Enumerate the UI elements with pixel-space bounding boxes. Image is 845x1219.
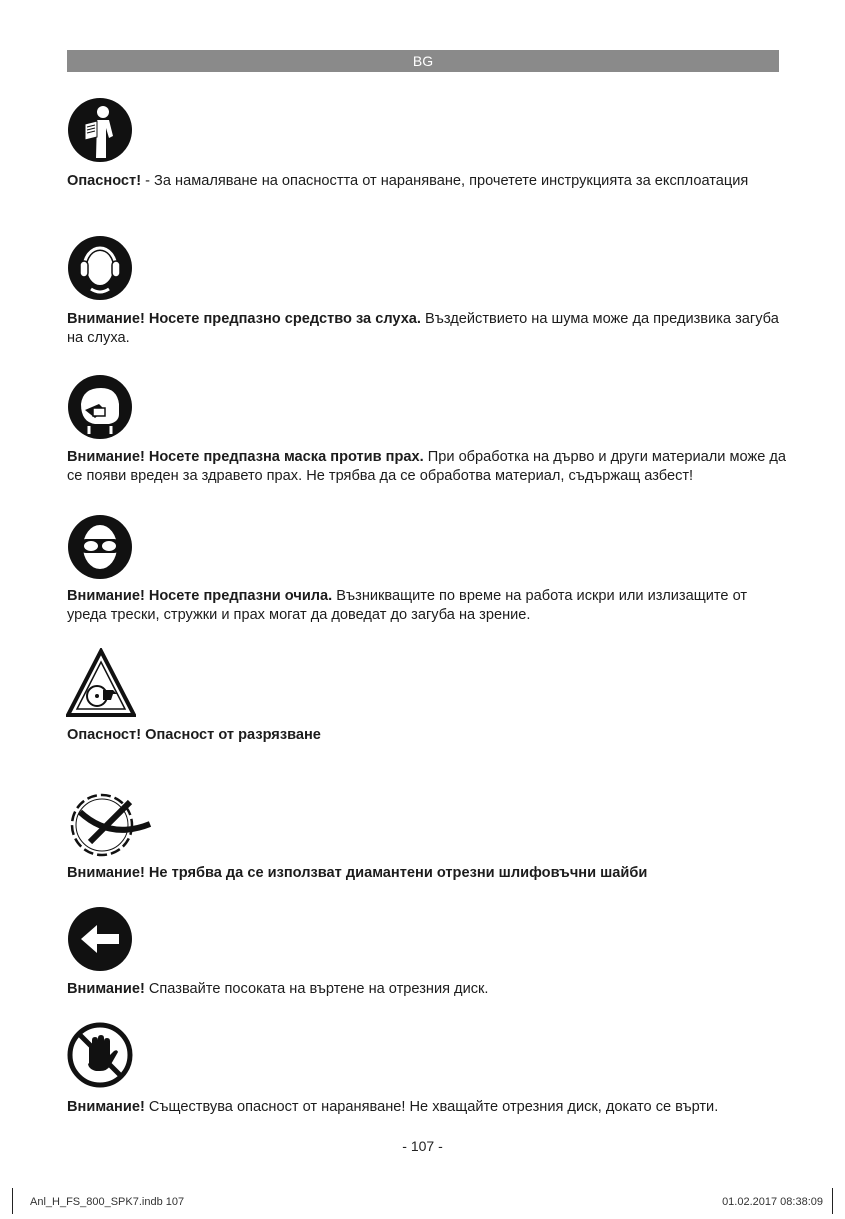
safety-goggles-warning xyxy=(67,587,787,625)
warning-text: При обработка на дърво и други материали може да се появи вреден за здравето прах. Не трябва да се обработва материал, съдържащ азбест! xyxy=(67,449,787,484)
warning-text: - За намаляване на опасността от нараняване, прочетете инструкцията за експлоатация xyxy=(141,173,749,189)
warning-text: Съществува опасност от нараняване! Не хващайте отрезния диск, докато се върти. xyxy=(144,1099,719,1115)
warning-text: Въздействието на шума може да предизвика загуба на слуха. xyxy=(67,311,779,346)
footer-datetime: 01.02.2017 08:38:09 xyxy=(722,1196,823,1208)
dust-mask-warning xyxy=(67,448,787,486)
warning-heading: Внимание! Носете предпазни очила. xyxy=(67,588,333,604)
rotation-direction-warning xyxy=(67,980,787,999)
cutting-hazard-warning-icon xyxy=(66,648,136,718)
crop-mark-right xyxy=(832,1188,833,1214)
warning-heading: Внимание! Носете предпазно средство за слуха. xyxy=(67,311,421,327)
read-manual-icon xyxy=(67,97,133,163)
language-header-bar xyxy=(67,50,779,72)
warning-heading: Опасност! xyxy=(67,173,142,189)
footer-filename: Anl_H_FS_800_SPK7.indb 107 xyxy=(30,1196,185,1208)
warning-heading: Опасност! Опасност от разрязване xyxy=(67,727,321,743)
no-touch-warning xyxy=(67,1098,787,1117)
ear-protection-icon xyxy=(67,235,133,301)
warning-text: Възникващите по време на работа искри или излизащите от уреда трески, стружки и прах могат да доведат до загуба на зрение. xyxy=(67,588,748,623)
warning-text: Спазвайте посоката на въртене на отрезния диск. xyxy=(144,981,489,997)
page-number: - 107 - xyxy=(402,1138,443,1154)
warning-heading: Внимание! xyxy=(67,1099,145,1115)
language-label: BG xyxy=(412,53,434,69)
rotation-direction-arrow-icon xyxy=(67,906,133,972)
warning-heading: Внимание! Носете предпазна маска против прах. xyxy=(67,449,424,465)
no-diamond-disc-warning xyxy=(67,864,787,883)
dust-mask-icon xyxy=(67,374,133,440)
read-manual-warning xyxy=(67,172,787,191)
warning-heading: Внимание! Не трябва да се използват диамантени отрезни шлифовъчни шайби xyxy=(67,865,648,881)
ear-protection-warning xyxy=(67,310,787,348)
no-touch-hand-icon xyxy=(67,1022,133,1088)
safety-goggles-icon xyxy=(67,514,133,580)
cutting-hazard-warning xyxy=(67,726,787,745)
no-diamond-disc-icon xyxy=(66,790,156,860)
crop-mark-left xyxy=(12,1188,13,1214)
warning-heading: Внимание! xyxy=(67,981,145,997)
